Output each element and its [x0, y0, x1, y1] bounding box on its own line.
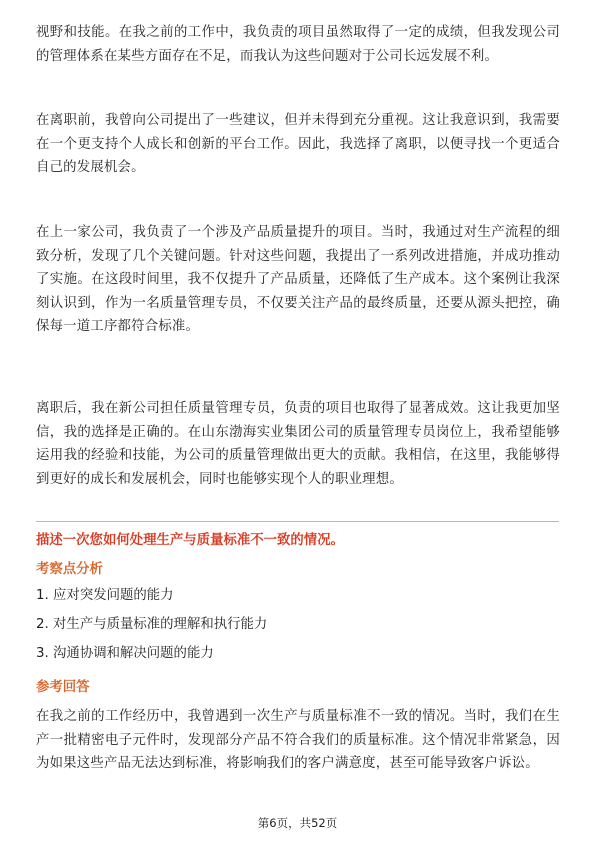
body-paragraph: 在上一家公司，我负责了一个涉及产品质量提升的项目。当时，我通过对生产流程的细致分析，发现了几个关键问题。针对这些问题，我提出了一系列改进措施，并成功推动了实施。在这段时间里，我不仅提升了产品质量，还降低了生产成本。这个案例让我深刻认识到，作为一名质量管理专员，不仅要关注产品的最终质量，还要从源头把控，确保每一道工序都符合标准。: [36, 225, 560, 334]
question-title: 描述一次您如何处理生产与质量标准不一致的情况。: [36, 533, 344, 548]
body-paragraph: 视野和技能。在我之前的工作中，我负责的项目虽然取得了一定的成绩，但我发现公司的管理体系在某些方面存在不足，而我认为这些问题对于公司长远发展不利。: [36, 25, 560, 64]
section-divider: [36, 521, 559, 522]
analysis-point: 1. 应对突发问题的能力: [36, 588, 174, 603]
answer-paragraph: 在我之前的工作经历中，我曾遇到一次生产与质量标准不一致的情况。当时，我们在生产一批精密电子元件时，发现部分产品不符合我们的质量标准。这个情况非常紧急，因为如果这些产品无法达到标准，将影响我们的客户满意度，甚至可能导致客户诉讼。: [36, 709, 560, 771]
page-number: 第6页，共52页: [257, 816, 338, 830]
body-paragraph: 离职后，我在新公司担任质量管理专员，负责的项目也取得了显著成效。这让我更加坚信，我的选择是正确的。在山东渤海实业集团公司的质量管理专员岗位上，我希望能够运用我的经验和技能，为公司的质量管理做出更大的贡献。我相信，在这里，我能够得到更好的成长和发展机会，同时也能够实现个人的职业理想。: [36, 401, 560, 487]
analysis-point: 2. 对生产与质量标准的理解和执行能力: [36, 617, 268, 632]
body-paragraph: 在离职前，我曾向公司提出了一些建议，但并未得到充分重视。这让我意识到，我需要在一个更支持个人成长和创新的平台工作。因此，我选择了离职，以便寻找一个更适合自己的发展机会。: [36, 113, 560, 175]
analysis-heading: 考察点分析: [36, 562, 103, 577]
analysis-point: 3. 沟通协调和解决问题的能力: [36, 646, 214, 661]
answer-heading: 参考回答: [36, 680, 90, 695]
